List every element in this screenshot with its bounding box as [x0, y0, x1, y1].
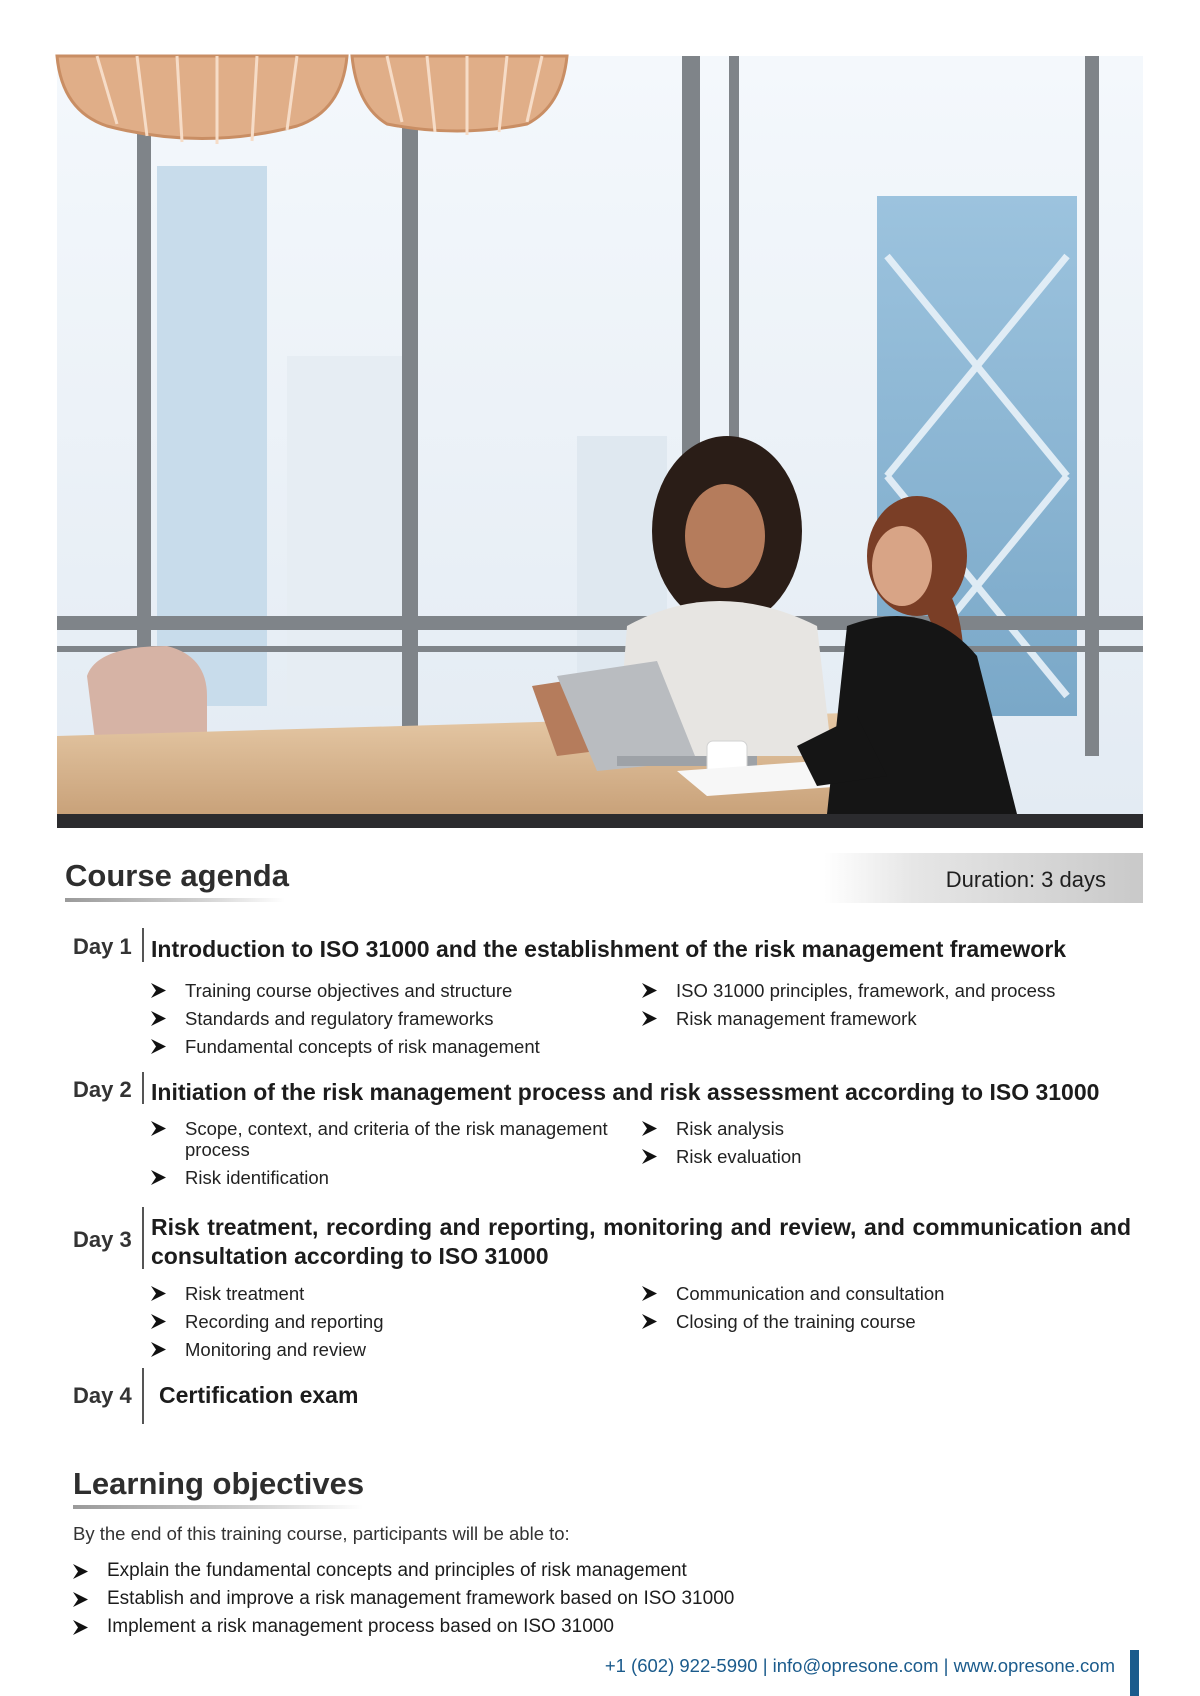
arrowhead-bullet-icon	[151, 1314, 166, 1329]
day-2-topics-left	[151, 1118, 631, 1195]
office-meeting-illustration	[57, 56, 1143, 814]
objective-text: Explain the fundamental concepts and principles of risk management	[107, 1560, 687, 1581]
arrowhead-bullet-icon	[642, 1314, 657, 1329]
duration-badge	[824, 853, 1143, 903]
hero-divider-bar	[57, 814, 1143, 828]
arrowhead-bullet-icon	[642, 1149, 657, 1164]
list-item	[151, 1339, 621, 1360]
topic-text: Monitoring and review	[185, 1339, 366, 1360]
list-item	[151, 1036, 621, 1057]
list-item	[73, 1616, 973, 1638]
day-4-label: Day 4	[73, 1383, 132, 1408]
arrowhead-bullet-icon	[151, 1011, 166, 1026]
day-1-label: Day 1	[73, 934, 132, 959]
list-item	[151, 980, 621, 1001]
list-item	[73, 1560, 973, 1582]
course-agenda-underline	[65, 898, 285, 902]
list-item	[642, 1146, 1122, 1167]
course-agenda-heading: Course agenda	[65, 858, 289, 893]
topic-text: Scope, context, and criteria of the risk management process	[185, 1118, 608, 1160]
arrowhead-bullet-icon	[151, 1121, 166, 1136]
day-2-title: Initiation of the risk management process and risk assessment according to ISO 31000	[151, 1079, 1100, 1105]
day-3-title: Risk treatment, recording and reporting, monitoring and review, and communication and consultation according to ISO 31000	[151, 1214, 1131, 1269]
topic-text: Risk identification	[185, 1167, 329, 1188]
day-2-topics-right	[642, 1118, 1122, 1174]
objective-text: Implement a risk management process based on ISO 31000	[107, 1616, 614, 1637]
topic-text: Training course objectives and structure	[185, 980, 513, 1001]
topic-text: Closing of the training course	[676, 1311, 916, 1332]
list-item	[642, 1008, 1122, 1029]
day-1-title: Introduction to ISO 31000 and the establishment of the risk management framework	[151, 936, 1067, 962]
footer-accent-bar	[1130, 1650, 1139, 1696]
arrowhead-bullet-icon	[73, 1592, 88, 1607]
list-item	[151, 1008, 621, 1029]
arrowhead-bullet-icon	[642, 1286, 657, 1301]
objective-text: Establish and improve a risk management framework based on ISO 31000	[107, 1588, 735, 1609]
learning-objectives-underline	[73, 1505, 363, 1509]
arrowhead-bullet-icon	[642, 983, 657, 998]
list-item	[642, 1283, 1122, 1304]
arrowhead-bullet-icon	[151, 1039, 166, 1054]
arrowhead-bullet-icon	[73, 1564, 88, 1579]
arrowhead-bullet-icon	[151, 983, 166, 998]
list-item	[642, 1311, 1122, 1332]
footer-contact: +1 (602) 922-5990 | info@opresone.com | www.opresone.com	[604, 1655, 1115, 1676]
day-3-topics-right	[642, 1283, 1122, 1339]
topic-text: Standards and regulatory frameworks	[185, 1008, 494, 1029]
topic-text: Risk evaluation	[676, 1146, 802, 1167]
list-item	[642, 1118, 1122, 1139]
arrowhead-bullet-icon	[642, 1121, 657, 1136]
learning-objectives-list	[73, 1560, 973, 1637]
day-2-label: Day 2	[73, 1077, 132, 1102]
list-item	[151, 1167, 631, 1188]
topic-text: Risk analysis	[676, 1118, 784, 1139]
learning-objectives-heading: Learning objectives	[73, 1466, 365, 1501]
day-3-topics-left	[151, 1283, 621, 1367]
list-item	[151, 1283, 621, 1304]
arrowhead-bullet-icon	[151, 1286, 166, 1301]
topic-text: Recording and reporting	[185, 1311, 384, 1332]
list-item	[642, 980, 1122, 1001]
topic-text: Risk treatment	[185, 1283, 305, 1304]
arrowhead-bullet-icon	[151, 1170, 166, 1185]
duration-text: Duration: 3 days	[945, 867, 1106, 892]
topic-text: Communication and consultation	[676, 1283, 945, 1304]
arrowhead-bullet-icon	[642, 1011, 657, 1026]
list-item	[73, 1588, 973, 1610]
learning-intro: By the end of this training course, participants will be able to:	[73, 1523, 570, 1544]
day-1-topics-right	[642, 980, 1122, 1036]
day-3-rule	[142, 1207, 144, 1269]
day-3-label: Day 3	[73, 1227, 132, 1252]
day-1-rule	[142, 928, 144, 962]
list-item	[151, 1118, 631, 1160]
topic-text: Fundamental concepts of risk management	[185, 1036, 540, 1057]
day-4-title: Certification exam	[159, 1382, 359, 1408]
arrowhead-bullet-icon	[73, 1620, 88, 1635]
topic-text: Risk management framework	[676, 1008, 917, 1029]
day-4-rule	[142, 1368, 144, 1424]
arrowhead-bullet-icon	[151, 1342, 166, 1357]
list-item	[151, 1311, 621, 1332]
day-1-topics-left	[151, 980, 621, 1064]
day-2-rule	[142, 1072, 144, 1104]
topic-text: ISO 31000 principles, framework, and process	[676, 980, 1056, 1001]
hero-photo	[57, 56, 1143, 814]
